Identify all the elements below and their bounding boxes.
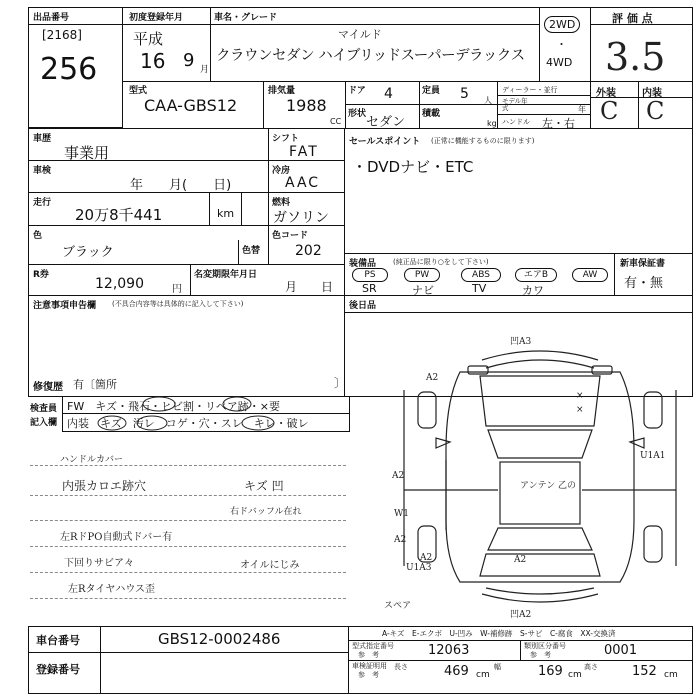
- era: 平成: [133, 30, 164, 48]
- car-damage-diagram: [384, 330, 690, 620]
- inspector-row-1: FW キズ・飛石・ヒビ割・リペア跡・×要: [67, 400, 280, 413]
- height-label: 高さ: [584, 663, 598, 671]
- model-label: 型式: [129, 86, 148, 96]
- color-code-label: 色コード: [272, 231, 309, 241]
- after-items-label: 後日品: [349, 301, 377, 311]
- lot-number: 256: [40, 52, 98, 87]
- body-value: セダン: [366, 115, 406, 130]
- drive-4wd: 4WD: [546, 56, 573, 69]
- inspector-circles: [62, 396, 352, 434]
- cc-unit: CC: [330, 117, 342, 126]
- grade-label: 評 価 点: [612, 12, 653, 25]
- doors-value: 4: [384, 86, 393, 102]
- history-label: 車歴: [33, 134, 52, 144]
- class-value: 0001: [604, 643, 638, 658]
- reg-year: 16: [140, 49, 166, 73]
- mark-left-front: A2: [426, 373, 439, 383]
- equip-leather: カワ: [522, 284, 544, 297]
- fuel-label: 燃料: [272, 198, 291, 208]
- grade-value: 3.5: [605, 35, 666, 79]
- equip-pw: PW: [404, 268, 440, 282]
- capacity-unit: 人: [484, 96, 492, 105]
- body-label: 形状: [348, 109, 367, 119]
- sales-hint: (正常に機能するものに限ります): [431, 137, 535, 145]
- mark-left-rear: A2: [420, 553, 433, 563]
- model-year-label: モデル年式: [502, 97, 528, 112]
- lot-code: [2168]: [42, 28, 82, 42]
- color-value: ブラック: [62, 245, 114, 260]
- exterior-grade: C: [600, 97, 619, 125]
- notes-hint: (不具合内容等は具体的に記入して下さい): [112, 300, 244, 308]
- color-change-label: 色替: [242, 246, 261, 256]
- mark-antenna: アンテン 乙の: [520, 481, 577, 491]
- inspector-note-6: 下回りサビア々: [64, 558, 134, 569]
- aircon-value: AAC: [285, 175, 321, 191]
- mark-left-door: A2: [392, 471, 405, 481]
- inspection-value: 年 月( 日): [130, 178, 232, 193]
- equip-navi: ナビ: [412, 284, 434, 297]
- shift-value: FAT: [289, 144, 319, 160]
- length-label: 長さ: [394, 663, 408, 671]
- cc-label: 排気量: [268, 86, 296, 96]
- handle-label: ハンドル: [502, 118, 530, 126]
- title-value: 月 日: [285, 280, 334, 294]
- fuel-value: ガソリン: [273, 210, 329, 226]
- inspector-row-2: 内装 キズ 汚レ コゲ・穴・スレ キレ・破レ: [67, 417, 309, 430]
- length-value: 469: [444, 664, 469, 679]
- capacity-label: 定員: [422, 86, 441, 96]
- guarantee-value: 有・無: [624, 276, 664, 291]
- car-name: クラウンセダン ハイブリッドスーパーデラックス: [216, 48, 525, 64]
- equip-aw: AW: [572, 268, 608, 282]
- color-code-value: 202: [295, 243, 322, 259]
- equip-tv: TV: [472, 282, 487, 295]
- registration-label: 登録番号: [36, 663, 80, 676]
- month-unit: 月: [200, 65, 210, 75]
- height-value: 152: [632, 664, 657, 679]
- lot-label: 出品番号: [33, 13, 70, 23]
- mark-rear: 凹A2: [510, 610, 532, 620]
- dealer-label: ディーラー・並行: [502, 86, 558, 94]
- width-value: 169: [538, 664, 563, 679]
- notes-label: 注意事項申告欄: [33, 301, 97, 311]
- year-unit: 年: [578, 105, 586, 114]
- class-label: 類別区分番号: [524, 642, 566, 650]
- cert-label: 車検証明用: [352, 662, 387, 670]
- handle-value: 左・右: [542, 117, 575, 130]
- equipment-label: 装備品: [349, 259, 377, 269]
- inspector-label-1: 検査員: [30, 404, 58, 414]
- damage-legend: A-キズ E-エクボ U-凹み W-補修跡 S-サビ C-腐食 XX-交換済: [382, 629, 616, 638]
- chassis-value: GBS12-0002486: [158, 630, 281, 648]
- mark-rear-corner: U1A3: [406, 563, 432, 573]
- repair-close: 〕: [334, 376, 347, 390]
- first-reg-label: 初度登録年月: [129, 13, 184, 23]
- mark-left-rear-door: W1: [394, 509, 409, 519]
- load-unit: kg: [487, 119, 497, 128]
- guarantee-label: 新車保証書: [620, 259, 666, 269]
- inspector-note-5: 左RドPO自動式ドバー有: [60, 532, 173, 543]
- sales-label: セールスポイント: [349, 137, 421, 147]
- inspector-label-2: 記入欄: [30, 418, 58, 428]
- title-label: 名変期限年月日: [194, 270, 258, 280]
- equip-ps: PS: [352, 268, 388, 282]
- recycle-unit: 円: [172, 284, 182, 295]
- repair-value: 有〔箇所: [73, 378, 117, 391]
- type-value: 12063: [428, 643, 470, 658]
- width-unit: cm: [568, 670, 582, 680]
- shift-label: シフト: [272, 134, 300, 144]
- width-label: 幅: [494, 663, 501, 671]
- class-sub: 参 考: [530, 651, 551, 659]
- aircon-label: 冷房: [272, 166, 291, 176]
- equip-sr: SR: [362, 282, 377, 295]
- mark-spare: スペア: [384, 601, 412, 611]
- color-label: 色: [33, 231, 43, 241]
- type-sub: 参 考: [358, 651, 379, 659]
- mileage-label: 走行: [33, 198, 52, 208]
- equip-airbag: エアB: [515, 268, 557, 282]
- equip-abs: ABS: [461, 268, 501, 282]
- inspector-note-7: オイルにじみ: [240, 560, 300, 571]
- reg-month: 9: [183, 50, 195, 71]
- height-unit: cm: [664, 670, 678, 680]
- inspection-label: 車検: [33, 166, 52, 176]
- exterior-label: 外装: [596, 88, 616, 99]
- inspector-note-4: 右ドバッフル在れ: [230, 507, 302, 517]
- sales-value: ・DVDナビ・ETC: [352, 158, 474, 176]
- inspector-note-2: 内張カロエ跡穴: [62, 479, 147, 493]
- repair-label: 修復歴: [33, 382, 63, 393]
- length-unit: cm: [476, 670, 490, 680]
- mark-right-front-door: U1A1: [640, 451, 666, 461]
- mild-note: マイルド: [338, 28, 382, 41]
- equipment-hint: (純正品に限り○をして下さい): [393, 258, 489, 266]
- mark-x-1: ×: [576, 391, 584, 401]
- mileage-unit: km: [217, 207, 235, 220]
- cc-value: 1988: [286, 96, 327, 115]
- history-value: 事業用: [64, 144, 110, 162]
- inspector-note-1: ハンドルカバー: [60, 455, 124, 465]
- model-value: CAA-GBS12: [144, 96, 238, 115]
- cert-sub: 参 考: [358, 671, 379, 679]
- doors-label: ドア: [348, 86, 366, 96]
- drive-2wd: 2WD: [544, 16, 580, 33]
- recycle-value: 12,090: [95, 276, 144, 292]
- recycle-label: R券: [33, 270, 49, 280]
- type-label: 型式指定番号: [352, 642, 394, 650]
- inspector-note-3: キズ 凹: [244, 479, 284, 493]
- mark-front: 凹A3: [510, 337, 532, 347]
- drive-dot: ・: [556, 38, 567, 51]
- capacity-value: 5: [460, 86, 469, 102]
- car-name-label: 車名・グレード: [214, 13, 278, 23]
- inspector-note-8: 左Rタイヤハウス歪: [68, 584, 156, 595]
- mark-left-rear-panel: A2: [394, 535, 407, 545]
- interior-grade: C: [646, 97, 665, 125]
- chassis-label: 車台番号: [36, 634, 80, 647]
- mark-x-2: ×: [576, 405, 584, 415]
- load-label: 積載: [422, 109, 441, 119]
- mileage-value: 20万8千441: [75, 206, 163, 224]
- mark-trunk: A2: [514, 555, 527, 565]
- interior-label: 内装: [642, 88, 662, 99]
